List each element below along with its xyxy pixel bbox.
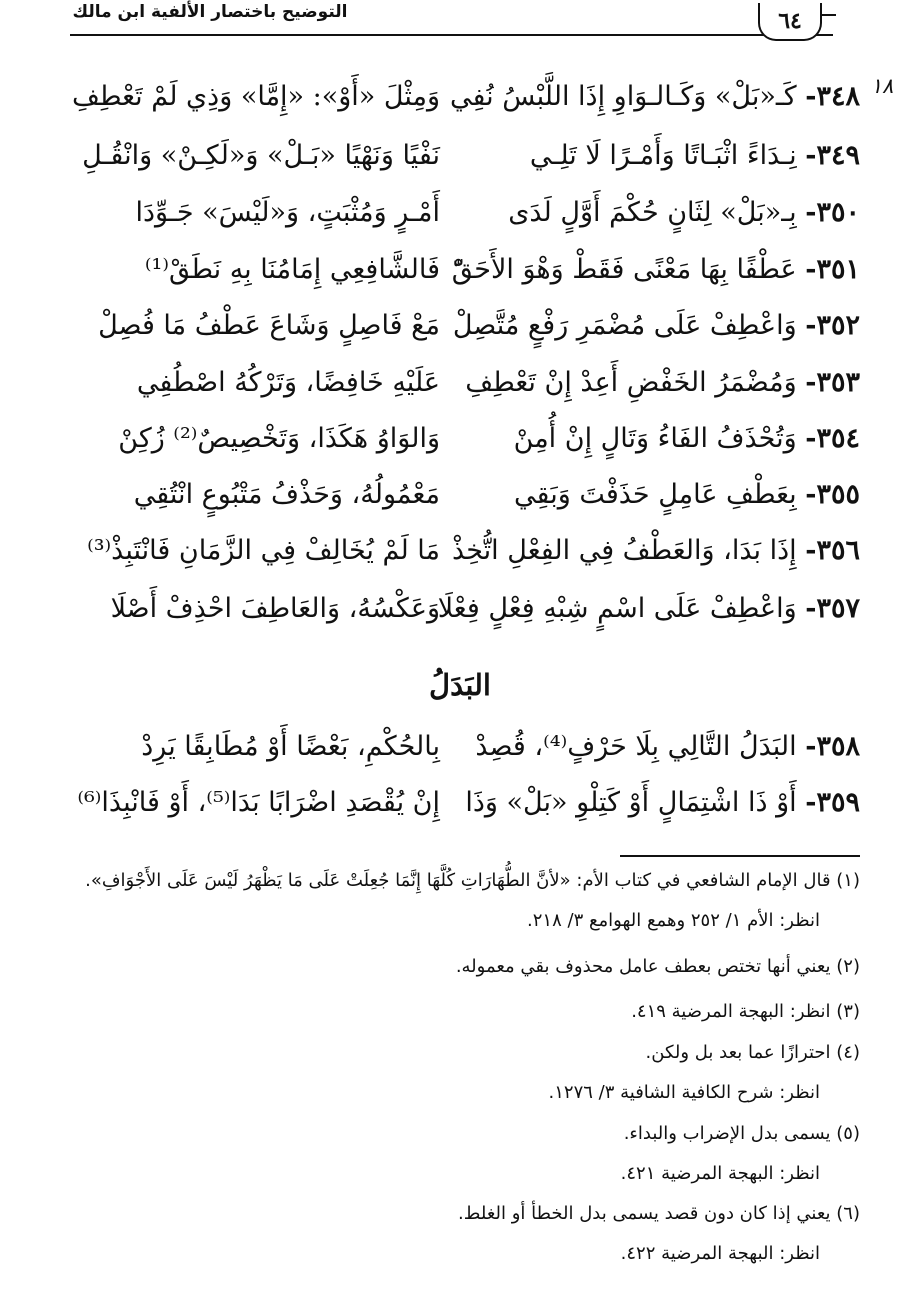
verse-line (70, 580, 860, 636)
second-hemistich: وَمِثْلَ «أَوْ»: «إِمَّا» وَذِي لَمْ تَعْطِفِ (72, 80, 440, 112)
first-hemistich-text: وَاعْطِفْ عَلَى اسْمٍ شِبْهِ فِعْلٍ فِعْلَا (437, 592, 797, 624)
verse-number: ٣٤٨- (805, 80, 860, 112)
verse-number: ٣٥٠- (805, 196, 860, 228)
first-hemistich (449, 80, 860, 112)
first-hemistich-text: بِعَطْفِ عَامِلٍ حَذَفْتَ وَبَقِي (514, 478, 797, 510)
first-hemistich (475, 730, 860, 762)
second-hemistich: وَعَكْسُهُ، وَالعَاطِفَ احْذِفْ أَصْلَا (110, 592, 440, 624)
verse-number: ٣٤٩- (805, 139, 860, 171)
verse-line (70, 241, 860, 297)
first-hemistich (452, 534, 860, 566)
second-hemistich: مَعْمُولُهُ، وَحَذْفُ مَتْبُوعٍ انْتُقِي (133, 478, 440, 510)
footnote: (٦) يعني إذا كان دون قصد يسمى بدل الخطأ أو الغلط. (458, 1203, 860, 1224)
footnote: (٤) احترازًا عما بعد بل ولكن. (645, 1042, 860, 1063)
first-hemistich-text: بِـ«بَلْ» لِثَانٍ حُكْمَ أَوَّلٍ لَدَى (508, 196, 797, 228)
footnote-rule (620, 855, 860, 857)
footnote: (٣) انظر: البهجة المرضية ٤١٩. (631, 1001, 860, 1022)
verse-line (70, 297, 860, 353)
first-hemistich-text: عَطْفًا بِهَا مَعْنًى فَقَطْ وَهْوَ الأَحَقّْ (451, 253, 797, 285)
page-number: ٦٤ (778, 8, 802, 34)
first-hemistich (480, 479, 860, 510)
verse-line (70, 354, 860, 410)
first-hemistich (465, 786, 860, 818)
first-hemistich (452, 309, 860, 341)
verse-number: ٣٥٩- (805, 786, 860, 818)
verse-line (70, 522, 860, 578)
footnote-reference: انظر: شرح الكافية الشافية ٣/ ١٢٧٦. (548, 1082, 820, 1103)
verse-line (70, 127, 860, 183)
verse-line (70, 410, 860, 466)
second-hemistich: أَمْـرٍ وَمُثْبَتٍ، وَ«لَيْسَ» جَـوِّدَا (135, 196, 440, 228)
page-number-box (758, 3, 822, 41)
verse-number: ٣٥٧- (805, 592, 860, 624)
section-title: البَدَلُ (429, 668, 491, 702)
first-hemistich-text: كَـ«بَلْ» وَكَـالـوَاوِ إِذَا اللَّبْسُ نُفِي (449, 80, 797, 112)
first-hemistich-text: إِذَا بَدَا، وَالعَطْفُ فِي الفِعْلِ اتُّخِذْ (452, 534, 797, 566)
first-hemistich-text: أَوْ ذَا اشْتِمَالٍ أَوْ كَتِلْوِ «بَلْ» وَذَا (465, 786, 797, 818)
verse-number: ٣٥٢- (805, 309, 860, 341)
second-hemistich: فَالشَّافِعِي إِمَامُنَا بِهِ نَطَقْ⁽¹⁾ (144, 253, 440, 285)
first-hemistich (451, 253, 860, 285)
verse-number: ٣٥١- (805, 253, 860, 285)
margin-note: ١٨ (870, 74, 894, 98)
footnote-reference: انظر: البهجة المرضية ٤٢٢. (620, 1243, 820, 1264)
verse-line (70, 774, 860, 830)
first-hemistich (465, 366, 860, 398)
second-hemistich: إِنْ يُقْصَدِ اضْرَابًا بَدَا⁽⁵⁾، أَوْ فَانْبِذَا⁽⁶⁾ (77, 786, 440, 818)
footnote: (١) قال الإمام الشافعي في كتاب الأم: «لأنَّ الطُّهَارَاتِ كُلَّهَا إِنَّمَا جُعِلَتْ عَلَى مَا يَظْهَرُ لَيْسَ عَلَى الأَجْوَافِ». (85, 870, 860, 891)
footnote-reference: انظر: البهجة المرضية ٤٢١. (620, 1163, 820, 1184)
verse-line (70, 466, 860, 522)
verse-number: ٣٥٤- (805, 422, 860, 454)
first-hemistich-text: وَمُضْمَرُ الخَفْضِ أَعِدْ إِنْ تَعْطِفِ (465, 366, 797, 398)
first-hemistich (480, 197, 860, 228)
second-hemistich: وَالوَاوُ هَكَذَا، وَتَخْصِيصٌ⁽²⁾ زُكِنْ (118, 422, 440, 454)
running-title: التوضيح باختصار الألفية ابن مالك (72, 2, 348, 22)
second-hemistich: مَعْ فَاصِلٍ وَشَاعَ عَطْفُ مَا فُصِلْ (98, 309, 440, 341)
header-rule (70, 34, 833, 36)
verse-number: ٣٥٨- (805, 730, 860, 762)
second-hemistich: بِالحُكْمِ، بَعْضًا أَوْ مُطَابِقًا يَرِدْ (141, 730, 440, 762)
footnote: (٢) يعني أنها تختص بعطف عامل محذوف بقي معموله. (455, 956, 860, 977)
second-hemistich: نَفْيًا وَنَهْيًا «بَـلْ» وَ«لَكِـنْ» وَانْقُـلِ (82, 139, 440, 171)
first-hemistich-text: وَتُحْذَفُ الفَاءُ وَتَالٍ إِنْ أُمِنْ (513, 422, 797, 454)
first-hemistich (480, 423, 860, 454)
first-hemistich (480, 140, 860, 171)
footnote-reference: انظر: الأم ١/ ٢٥٢ وهمع الهوامع ٣/ ٢١٨. (527, 910, 820, 931)
verse-number: ٣٥٣- (805, 366, 860, 398)
first-hemistich-text: وَاعْطِفْ عَلَى مُضْمَرِ رَفْعٍ مُتَّصِلْ (452, 309, 797, 341)
second-hemistich: عَلَيْهِ خَافِضًا، وَتَرْكُهُ اصْطُفِي (136, 366, 440, 398)
second-hemistich: مَا لَمْ يُخَالِفْ فِي الزَّمَانِ فَانْتَبِذْ⁽³⁾ (87, 534, 440, 566)
verse-line (70, 184, 860, 240)
first-hemistich-text: البَدَلُ التَّالِي بِلَا حَرْفٍ⁽⁴⁾، قُصِدْ (475, 730, 797, 762)
verse-number: ٣٥٦- (805, 534, 860, 566)
verse-line (70, 718, 860, 774)
verse-line (70, 68, 860, 124)
first-hemistich-text: نِـدَاءً اثْبَـاتًا وَأَمْـرًا لَا تَلِـي (529, 139, 797, 171)
first-hemistich (437, 592, 860, 624)
verse-number: ٣٥٥- (805, 478, 860, 510)
footnote: (٥) يسمى بدل الإضراب والبداء. (623, 1123, 860, 1144)
